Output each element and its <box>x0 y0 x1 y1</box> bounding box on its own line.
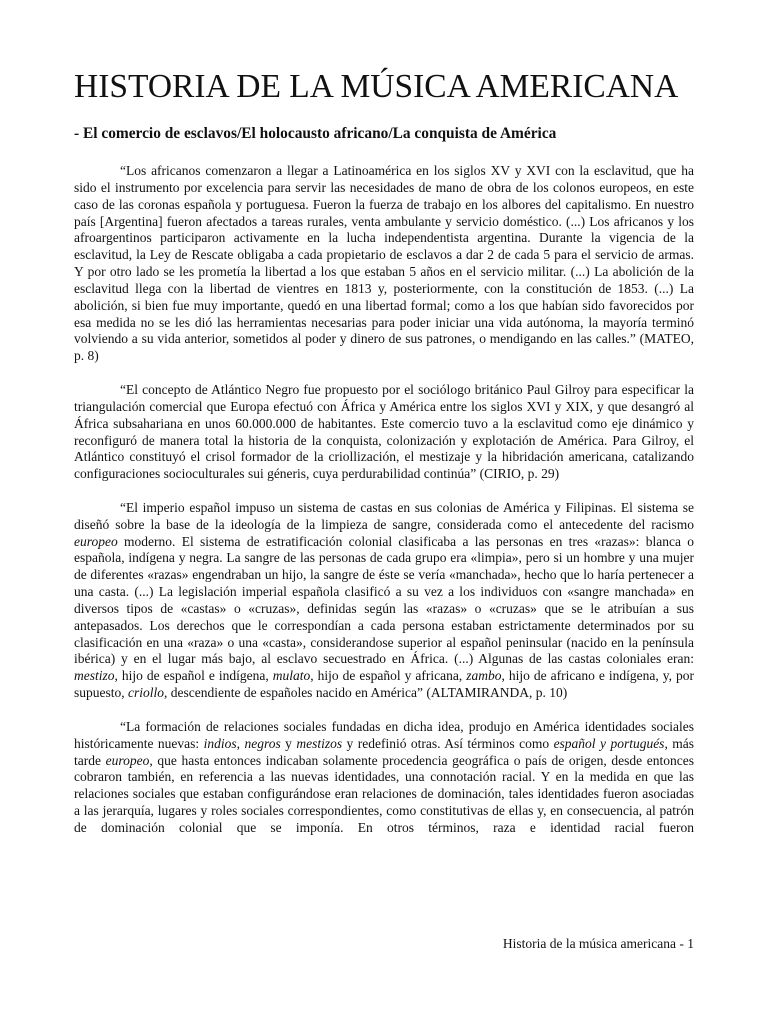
italic-term: criollo <box>128 685 164 701</box>
paragraph-cirio-quote: “El concepto de Atlántico Negro fue propuesto por el sociólogo británico Paul Gilroy para especificar la triangulación comercial que Europa efectuó con África y América entre los siglos XVI y XIX, y que desangró al África subsahariana en unos 60.000.000 de habitantes. Este comercio tuvo a la esclavitud como eje dinámico y reconfiguró de manera total la historia de la conquista, colonización y explotación de América. Para Gilroy, el Atlántico constituyó el crisol formador de la criollización, el mestizaje y la hibridación americana, catalizando configuraciones socioculturales sui géneris, cuya perdurabilidad continúa” (CIRIO, p. 29) <box>74 381 694 482</box>
body-text <box>74 163 694 837</box>
italic-term: mestizo <box>74 668 115 684</box>
page-footer: Historia de la música americana - 1 <box>502 936 694 951</box>
italic-term: zambo <box>466 668 502 684</box>
italic-term: español y portugués <box>553 735 665 751</box>
italic-term: indios <box>203 735 237 751</box>
paragraph-mateo-quote: “Los africanos comenzaron a llegar a Latinoamérica en los siglos XV y XVI con la esclavitud, que ha sido el instrumento por excelencia para servir las necesidades de mano de obra de los colonos europeos, en este caso de las coronas española y portuguesa. Fueron la fuerza de trabajo en los albores del capitalismo. En nuestro país [Argentina] fueron afectados a tareas rurales, venta ambulante y servicio doméstico. (...) Los africanos y los afroargentinos participaron activamente en la lucha independentista argentina. Durante la vigencia de la esclavitud, la Ley de Rescate obligaba a cada propietario de esclavos a dar 2 de cada 5 para el servicio de armas. Y por otro lado se les prometía la libertad a los que estaban 5 años en el servicio militar. (...) La abolición de la esclavitud llega con la libertad de vientres en 1813 y, posteriormente, con la constitución de 1853. (...) La abolición, si bien fue muy importante, quedó en una libertad formal; como a los que habían sido favorecidos por esa medida no se les dió las herramientas necesarias para poder iniciar una vida autónoma, la mayoría terminó volviendo a su vida anterior, sometidos al poder y dinero de sus patrones, o mendigando en las calles.” (MATEO, p. 8) <box>74 163 694 364</box>
paragraph-altamiranda-quote: “El imperio español impuso un sistema de castas en sus colonias de América y Filipinas. El sistema se diseñó sobre la base de la ideología de la limpieza de sangre, considerada como el antecedente del racismo europeo moderno. El sistema de estratificación colonial clasificaba a las personas en tres «razas»: blanca o española, indígena y negra. La sangre de las personas de cada grupo era «limpia», pero si un hombre y una mujer de diferentes «razas» engendraban un hijo, la sangre de éste se vería «manchada», hecho que lo haría pertenecer a una casta. (...) La legislación imperial española clasificó a su vez a los individuos con «sangre manchada» en diversos tipos de «castas» o «cruzas», definidas según las «razas» o «cruzas» que se le atribuían a sus antepasados. Los derechos que le correspondían a cada persona estaban estrictamente determinados por su clasificación en una «raza» o una «casta», considerandose superior al español peninsular (nacido en la península ibérica) y en el lugar más bajo, al esclavo secuestrado en África. (...) Algunas de las castas coloniales eran: mestizo, hijo de español e indígena, mulato, hijo de español y africana, zambo, hijo de africano e indígena, y, por supuesto, criollo, descendiente de españoles nacido en América” (ALTAMIRANDA, p. 10) <box>74 499 694 701</box>
italic-term: mulato <box>272 668 311 684</box>
italic-term: mestizos <box>296 735 343 751</box>
document-page <box>74 0 694 1024</box>
italic-term: europeo <box>105 752 150 768</box>
section-heading: - El comercio de esclavos/El holocausto africano/La conquista de América <box>74 125 557 142</box>
italic-term: europeo <box>74 533 118 549</box>
page-title: HISTORIA DE LA MÚSICA AMERICANA <box>74 68 679 105</box>
italic-term: negros <box>244 735 281 751</box>
paragraph-racial-identity-quote: “La formación de relaciones sociales fundadas en dicha idea, produjo en América identidades sociales históricamente nuevas: indios, negros y mestizos y redefinió otras. Así términos como español y portugués, más tarde europeo, que hasta entonces indicaban solamente procedencia geográfica o país de origen, desde entonces cobraron también, en referencia a las nuevas identidades, una connotación racial. Y en la medida en que las relaciones sociales que estaban configurándose eran relaciones de dominación, tales identidades fueron asociadas a las jerarquía, lugares y roles sociales correspondientes, como constitutivas de ellas y, en consecuencia, al patrón de dominación colonial que se imponía. En otros términos, raza e identidad racial fueron <box>74 718 695 835</box>
